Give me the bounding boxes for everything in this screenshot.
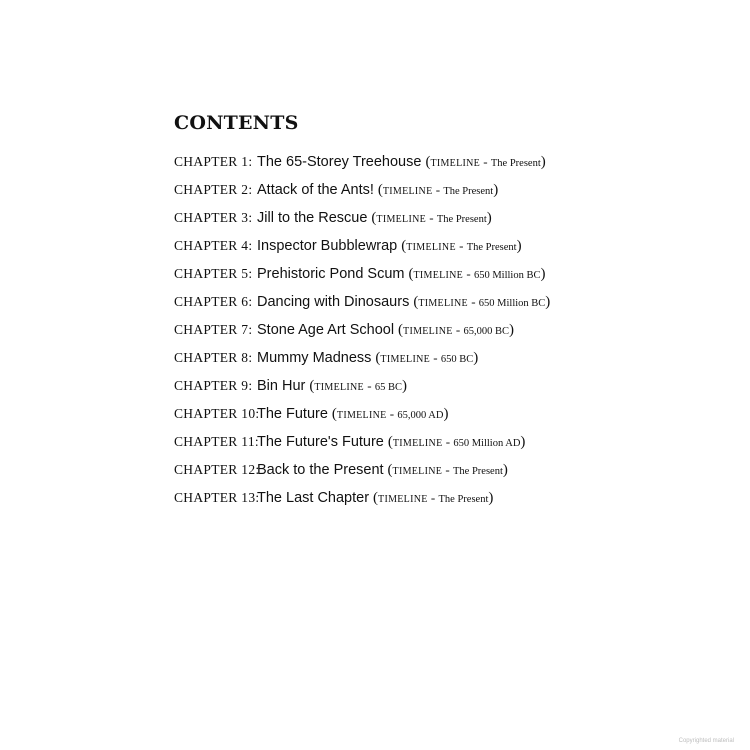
timeline-value: The Present (466, 241, 517, 253)
toc-entry (174, 260, 550, 288)
chapter-label: CHAPTER 6: (174, 294, 253, 309)
timeline-word: TIMELINE (378, 493, 428, 505)
chapter-timeline: (TIMELINE - The Present) (387, 461, 508, 478)
toc-entry (174, 204, 550, 232)
chapter-label: CHAPTER 10: (174, 406, 260, 421)
timeline-word: TIMELINE (376, 213, 427, 225)
chapter-timeline: (TIMELINE - The Present) (401, 237, 522, 254)
toc-entry (174, 288, 550, 316)
chapter-title: Inspector Bubblewrap (257, 238, 398, 254)
chapter-label: CHAPTER 8: (174, 350, 253, 365)
timeline-value: 650 BC (440, 353, 474, 365)
chapter-title: Bin Hur (257, 378, 306, 394)
toc-entry (174, 372, 550, 400)
chapter-timeline: (TIMELINE - 650 BC) (375, 349, 479, 366)
chapter-timeline: (TIMELINE - 65,000 AD) (331, 405, 449, 422)
toc-entry (174, 232, 550, 260)
chapter-timeline: (TIMELINE - 65 BC) (309, 377, 407, 394)
table-of-contents (174, 148, 550, 512)
chapter-title: Back to the Present (257, 462, 384, 478)
chapter-timeline: (TIMELINE - 650 Million BC) (413, 293, 551, 310)
chapter-timeline: (TIMELINE - The Present) (373, 489, 494, 506)
chapter-timeline: (TIMELINE - The Present) (377, 181, 499, 198)
chapter-label: CHAPTER 1: (174, 154, 253, 169)
chapter-label: CHAPTER 9: (174, 378, 253, 393)
chapter-label: CHAPTER 2: (174, 182, 253, 197)
toc-entry (174, 316, 550, 344)
timeline-value: The Present (438, 493, 489, 505)
chapter-title: The Last Chapter (257, 490, 370, 506)
timeline-word: TIMELINE (418, 297, 468, 309)
chapter-title: Dancing with Dinosaurs (257, 294, 410, 310)
chapter-timeline: (TIMELINE - 650 Million AD) (387, 433, 526, 450)
timeline-word: TIMELINE (406, 241, 456, 253)
chapter-timeline: (TIMELINE - 650 Million BC) (408, 265, 546, 282)
chapter-title: The Future's Future (257, 434, 384, 450)
chapter-label: CHAPTER 4: (174, 238, 253, 253)
timeline-value: The Present (436, 213, 487, 225)
chapter-label: CHAPTER 11: (174, 434, 259, 449)
toc-entry (174, 176, 550, 204)
chapter-timeline: (TIMELINE - The Present) (371, 209, 492, 226)
toc-entry (174, 148, 550, 176)
copyright-watermark: Copyrighted material (678, 738, 734, 744)
timeline-value: 650 Million BC (478, 297, 546, 309)
chapter-title: Jill to the Rescue (257, 210, 368, 226)
timeline-word: TIMELINE (403, 325, 453, 337)
timeline-value: 65,000 AD (397, 409, 444, 421)
chapter-title: Mummy Madness (257, 350, 372, 366)
toc-entry (174, 484, 550, 512)
chapter-label: CHAPTER 12: (174, 462, 260, 477)
chapter-label: CHAPTER 3: (174, 210, 253, 225)
toc-entry (174, 456, 550, 484)
chapter-title: Attack of the Ants! (257, 182, 374, 198)
timeline-word: TIMELINE (392, 465, 443, 477)
timeline-word: TIMELINE (382, 185, 433, 197)
timeline-word: TIMELINE (413, 269, 464, 281)
toc-entry (174, 400, 550, 428)
timeline-value: The Present (490, 157, 541, 169)
chapter-label: CHAPTER 13: (174, 490, 260, 505)
toc-entry (174, 428, 550, 456)
timeline-word: TIMELINE (336, 409, 387, 421)
timeline-word: TIMELINE (392, 437, 443, 449)
chapter-label: CHAPTER 5: (174, 266, 253, 281)
toc-entry (174, 344, 550, 372)
timeline-value: The Present (453, 465, 503, 477)
chapter-timeline: (TIMELINE - 65,000 BC) (398, 321, 515, 338)
timeline-value: 65 BC (374, 381, 402, 393)
chapter-label: CHAPTER 7: (174, 322, 253, 337)
chapter-timeline: (TIMELINE - The Present) (425, 153, 546, 170)
chapter-title: The Future (257, 406, 328, 422)
timeline-value: 650 Million AD (453, 437, 521, 449)
chapter-title: Stone Age Art School (257, 322, 395, 338)
chapter-title: The 65-Storey Treehouse (257, 154, 422, 170)
timeline-value: 65,000 BC (463, 325, 510, 337)
timeline-value: The Present (443, 185, 494, 197)
timeline-word: TIMELINE (430, 157, 481, 169)
page-title: CONTENTS (174, 112, 299, 134)
chapter-title: Prehistoric Pond Scum (257, 266, 405, 282)
timeline-word: TIMELINE (314, 381, 364, 393)
timeline-value: 650 Million BC (473, 269, 541, 281)
timeline-word: TIMELINE (380, 353, 431, 365)
